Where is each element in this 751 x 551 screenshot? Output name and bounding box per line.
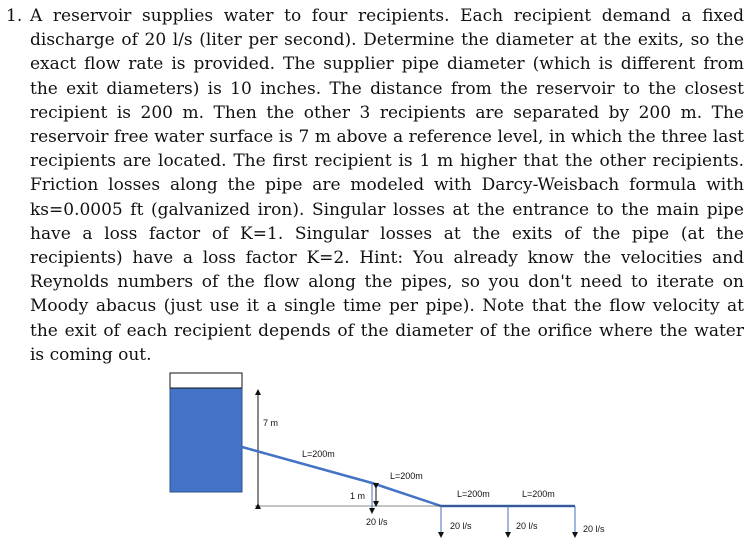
problem-text: A reservoir supplies water to four recipients. Each recipient demand a fixed discharge of 20 l/s (liter per second). Determine the diameter at the exits, so the exact flow rate is provided. The supplier pipe diameter (which is different from the exit diameters) is 10 inches. The distance from the reservoir to the closest recipient is 200 m. Then the other 3 recipients are separated by 200 m. The reservoir free water surface is 7 m above a reference level, in which the three last recipients are located. The first recipient is 1 m higher that the other recipients. Friction losses along the pipe are modeled with Darcy-Weisbach formula with ks=0.0005 ft (galvanized iron). Singular losses at the entrance to the main pipe have a loss factor of K=1. Singular losses at the exits of the pipe (at the recipients) have a loss factor K=2. Hint: You already know the velocities and Reynolds numbers of the flow along the pipes, so you don't need to iterate on Moody abacus (just use it a single time per pipe). Note that the flow velocity at the exit of each recipient depends of the diameter of the orifice where the water is coming out.	[30, 6, 744, 365]
height-label: 7 m	[263, 418, 279, 428]
reservoir-water	[170, 388, 242, 492]
discharge-label-2: 20 l/s	[450, 521, 472, 531]
discharge-label-1: 20 l/s	[366, 517, 388, 527]
drop-label: 1 m	[350, 491, 366, 501]
problem-number: 1.	[6, 6, 23, 26]
discharge-label-4: 20 l/s	[583, 524, 605, 534]
segment-label-4: L=200m	[522, 489, 555, 499]
segment-label-1: L=200m	[302, 449, 335, 459]
segment-label-3: L=200m	[457, 489, 490, 499]
discharge-label-3: 20 l/s	[516, 521, 538, 531]
segment-label-2: L=200m	[390, 471, 423, 481]
